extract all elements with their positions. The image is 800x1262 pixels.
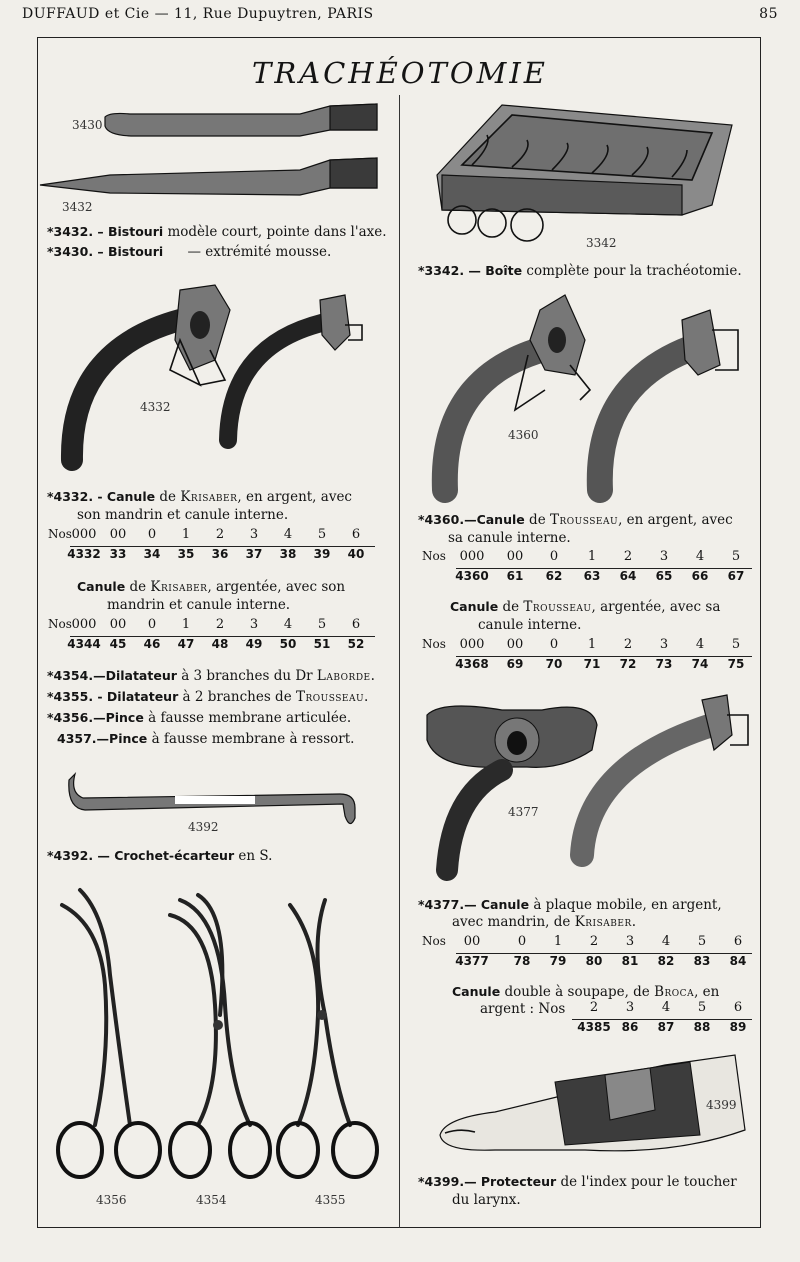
item-name: Canule — [476, 512, 525, 527]
size-cell: 00 — [463, 934, 481, 949]
ref-cell: 4368 — [455, 657, 489, 671]
author-name: Trousseau. — [295, 689, 369, 705]
ref-cell: 73 — [655, 657, 673, 671]
ref-cell: 37 — [245, 547, 263, 561]
item-name: Bistouri — [107, 224, 164, 239]
ref-cell: 4360 — [455, 569, 489, 583]
figure-number-4354: 4354 — [196, 1193, 227, 1207]
caption-4377-line2 — [452, 913, 637, 932]
ref-cell: 74 — [691, 657, 709, 671]
size-cell: 4 — [695, 549, 705, 564]
caption-4399-line2: du larynx. — [452, 1192, 521, 1208]
size-cell: 3 — [249, 617, 259, 632]
catalog-number: *3432. – — [47, 224, 104, 239]
canule-plaque-illustration — [422, 695, 752, 880]
ref-cell: 69 — [506, 657, 524, 671]
size-table-4360 — [422, 549, 752, 589]
size-cell: 00 — [109, 527, 127, 542]
ref-cell: 81 — [621, 954, 639, 968]
sizes-label: Nos — [48, 527, 72, 541]
item-desc: à 2 branches de — [182, 689, 292, 705]
item-name: Pince — [109, 731, 148, 746]
size-table-4344 — [48, 617, 378, 657]
item-desc: à plaque mobile, en argent, — [533, 897, 722, 913]
item-name: Bistouri — [107, 244, 164, 259]
item-name: Canule — [106, 489, 156, 504]
caption-4360-line1 — [418, 510, 733, 530]
item-desc: , en argent, avec — [237, 489, 352, 505]
bistouri-illustration — [40, 100, 385, 205]
caption-4377-line1 — [418, 895, 722, 915]
ref-cell: 50 — [279, 637, 297, 651]
ref-cell: 36 — [211, 547, 229, 561]
size-cell: 4 — [661, 1000, 671, 1015]
figure-number-3342: 3342 — [586, 236, 617, 250]
item-desc: à fausse membrane articulée. — [148, 710, 352, 726]
ref-cell: 86 — [621, 1020, 639, 1034]
item-desc-end: , en — [694, 984, 720, 1000]
caption-4360-line2: sa canule interne. — [448, 530, 571, 546]
ref-cell: 34 — [143, 547, 161, 561]
ref-cell: 75 — [727, 657, 745, 671]
size-cell: 1 — [181, 527, 191, 542]
catalog-number: *4399.— — [418, 1174, 477, 1189]
size-cell: 000 — [459, 549, 485, 564]
author-name: Krisaber. — [574, 914, 637, 930]
ref-cell: 35 — [177, 547, 195, 561]
item-desc: modèle court, pointe dans l'axe. — [167, 224, 387, 240]
size-cell: 4 — [695, 637, 705, 652]
caption-3432 — [47, 222, 387, 242]
figure-number-3432: 3432 — [62, 200, 93, 214]
ref-cell: 78 — [513, 954, 531, 968]
catalog-number: *4355. - — [47, 689, 103, 704]
size-cell: 5 — [731, 637, 741, 652]
preposition: de — [502, 599, 520, 615]
catalog-number: *4360.— — [418, 512, 477, 527]
item-desc: de l'index pour le toucher — [560, 1174, 737, 1190]
size-cell: 2 — [623, 637, 633, 652]
size-table-4368 — [422, 637, 752, 677]
preposition: de — [529, 512, 546, 528]
ref-cell: 89 — [729, 1020, 747, 1034]
ref-cell: 51 — [313, 637, 331, 651]
item-desc: à fausse membrane à ressort. — [151, 731, 355, 747]
catalog-number: *3430. – — [47, 244, 104, 259]
item-name: Boîte — [485, 263, 523, 278]
item-name: Canule — [77, 579, 126, 594]
sizes-label: Nos — [48, 617, 72, 631]
preposition: de — [159, 489, 177, 505]
item-desc: complète pour la trachéotomie. — [526, 263, 742, 279]
ref-cell: 64 — [619, 569, 637, 583]
item-desc: en S. — [238, 848, 273, 864]
figure-number-4355: 4355 — [315, 1193, 346, 1207]
ref-cell: 67 — [727, 569, 745, 583]
figure-number-4377: 4377 — [508, 805, 539, 819]
ref-cell: 38 — [279, 547, 297, 561]
item-name: Protecteur — [480, 1174, 557, 1189]
pinces-dilatateurs-illustration — [50, 885, 390, 1195]
caption-4356 — [47, 708, 351, 728]
canule-krisaber-illustration — [50, 280, 380, 480]
size-cell: 6 — [351, 617, 361, 632]
header-text: DUFFAUD et Cie — 11, Rue Dupuytren, PARIS — [22, 6, 374, 22]
caption-4344-line1 — [77, 577, 345, 597]
size-cell: 5 — [317, 617, 327, 632]
catalog-number: *4354.— — [47, 668, 106, 683]
figure-number-4360: 4360 — [508, 428, 539, 442]
item-desc: , argentée, avec son — [207, 579, 346, 595]
size-cell: 5 — [697, 934, 707, 949]
ref-cell: 47 — [177, 637, 195, 651]
size-cell: 000 — [459, 637, 485, 652]
caption-3430 — [47, 242, 331, 262]
size-cell: 2 — [589, 934, 599, 949]
ref-cell: 48 — [211, 637, 229, 651]
ref-cell: 39 — [313, 547, 331, 561]
figure-number-4356: 4356 — [96, 1193, 127, 1207]
ref-cell: 4385 — [577, 1020, 611, 1034]
author-name: Trousseau — [523, 599, 592, 615]
ref-cell: 52 — [347, 637, 365, 651]
caption-4385-line2: argent : Nos — [480, 1001, 566, 1017]
size-cell: 00 — [506, 549, 524, 564]
item-desc: à 3 branches du Dr — [181, 668, 313, 684]
size-cell: 2 — [589, 1000, 599, 1015]
ref-cell: 4344 — [67, 637, 101, 651]
size-cell: 6 — [733, 934, 743, 949]
size-cell: 1 — [587, 637, 597, 652]
catalog-number: *4377.— — [418, 897, 477, 912]
caption-4392 — [47, 846, 272, 866]
ref-cell: 66 — [691, 569, 709, 583]
caption-4368-line2: canule interne. — [478, 617, 582, 633]
item-desc: , en argent, avec — [618, 512, 733, 528]
size-cell: 5 — [731, 549, 741, 564]
caption-4332-line2: son mandrin et canule interne. — [77, 507, 289, 523]
author-name: Krisaber — [150, 579, 208, 595]
caption-4332-line1 — [47, 487, 352, 507]
ref-cell: 49 — [245, 637, 263, 651]
size-cell: 3 — [659, 549, 669, 564]
caption-4385-line1 — [452, 982, 719, 1002]
figure-number-4332: 4332 — [140, 400, 171, 414]
item-name: Canule — [480, 897, 530, 912]
caption-4355 — [47, 687, 369, 707]
size-cell: 000 — [71, 617, 97, 632]
figure-number-4399: 4399 — [706, 1098, 737, 1112]
size-cell: 0 — [147, 617, 157, 632]
size-cell: 4 — [283, 617, 293, 632]
ref-cell: 87 — [657, 1020, 675, 1034]
catalog-number: 4357.— — [57, 731, 110, 746]
catalog-number: *3342. — — [418, 263, 481, 278]
size-cell: 6 — [733, 1000, 743, 1015]
running-header — [22, 6, 778, 28]
item-name: Canule — [450, 599, 499, 614]
ref-cell: 4377 — [455, 954, 489, 968]
size-cell: 00 — [109, 617, 127, 632]
size-cell: 0 — [147, 527, 157, 542]
caption-4357 — [57, 729, 354, 749]
size-cell: 0 — [517, 934, 527, 949]
ref-cell: 83 — [693, 954, 711, 968]
caption-3342 — [418, 261, 742, 281]
caption-4344-line2: mandrin et canule interne. — [107, 597, 291, 613]
ref-cell: 71 — [583, 657, 601, 671]
size-cell: 2 — [215, 527, 225, 542]
sizes-label: Nos — [422, 934, 446, 948]
ref-cell: 70 — [545, 657, 563, 671]
ref-cell: 82 — [657, 954, 675, 968]
ref-cell: 84 — [729, 954, 747, 968]
size-cell: 1 — [181, 617, 191, 632]
author-name: Broca — [654, 984, 695, 1000]
size-cell: 4 — [661, 934, 671, 949]
size-table-4385 — [422, 1000, 752, 1040]
size-cell: 6 — [351, 527, 361, 542]
size-cell: 2 — [215, 617, 225, 632]
page-title: TRACHÉOTOMIE — [252, 56, 548, 90]
figure-number-4392: 4392 — [188, 820, 219, 834]
item-name: Crochet-écarteur — [114, 848, 235, 863]
page-number: 85 — [759, 6, 778, 22]
ref-cell: 40 — [347, 547, 365, 561]
item-name: Pince — [105, 710, 144, 725]
catalog-number: *4332. - — [47, 489, 103, 504]
ref-cell: 88 — [693, 1020, 711, 1034]
protecteur-index-illustration — [435, 1050, 750, 1170]
size-cell: 3 — [249, 527, 259, 542]
sizes-label: Nos — [422, 549, 446, 563]
canule-trousseau-illustration — [420, 290, 750, 500]
size-cell: 2 — [623, 549, 633, 564]
catalog-number: *4392. — — [47, 848, 110, 863]
item-desc: , argentée, avec sa — [591, 599, 721, 615]
size-cell: 3 — [659, 637, 669, 652]
size-table-4332 — [48, 527, 378, 567]
boite-illustration — [432, 95, 737, 255]
size-cell: 1 — [587, 549, 597, 564]
caption-4354 — [47, 666, 375, 686]
ref-cell: 65 — [655, 569, 673, 583]
item-name: Dilatateur — [105, 668, 177, 683]
size-cell: 1 — [553, 934, 563, 949]
figure-number-3430: 3430 — [72, 118, 103, 132]
column-divider — [399, 95, 400, 1228]
ref-cell: 62 — [545, 569, 563, 583]
caption-4368-line1 — [450, 597, 720, 617]
ref-cell: 72 — [619, 657, 637, 671]
author-name: Trousseau — [549, 512, 619, 528]
sizes-label: Nos — [422, 637, 446, 651]
size-cell: 000 — [71, 527, 97, 542]
catalog-number: *4356.— — [47, 710, 106, 725]
item-name: Dilatateur — [106, 689, 179, 704]
size-cell: 0 — [549, 637, 559, 652]
ref-cell: 33 — [109, 547, 127, 561]
size-cell: 0 — [549, 549, 559, 564]
author-name: Krisaber — [180, 489, 238, 505]
size-cell: 5 — [317, 527, 327, 542]
caption-4399-line1 — [418, 1172, 737, 1192]
ref-cell: 61 — [506, 569, 524, 583]
size-cell: 3 — [625, 934, 635, 949]
preposition: de — [129, 579, 147, 595]
ref-cell: 45 — [109, 637, 127, 651]
item-desc: avec mandrin, de — [452, 914, 571, 930]
author-name: Laborde. — [316, 668, 376, 684]
ref-cell: 80 — [585, 954, 603, 968]
size-cell: 3 — [625, 1000, 635, 1015]
size-cell: 00 — [506, 637, 524, 652]
size-cell: 5 — [697, 1000, 707, 1015]
size-table-4377 — [422, 934, 752, 974]
size-cell: 4 — [283, 527, 293, 542]
ref-cell: 79 — [549, 954, 567, 968]
ref-cell: 4332 — [67, 547, 101, 561]
item-desc: double à soupape, de — [504, 984, 650, 1000]
ref-cell: 46 — [143, 637, 161, 651]
item-desc: — extrémité mousse. — [187, 244, 332, 260]
ref-cell: 63 — [583, 569, 601, 583]
item-name: Canule — [452, 984, 501, 999]
